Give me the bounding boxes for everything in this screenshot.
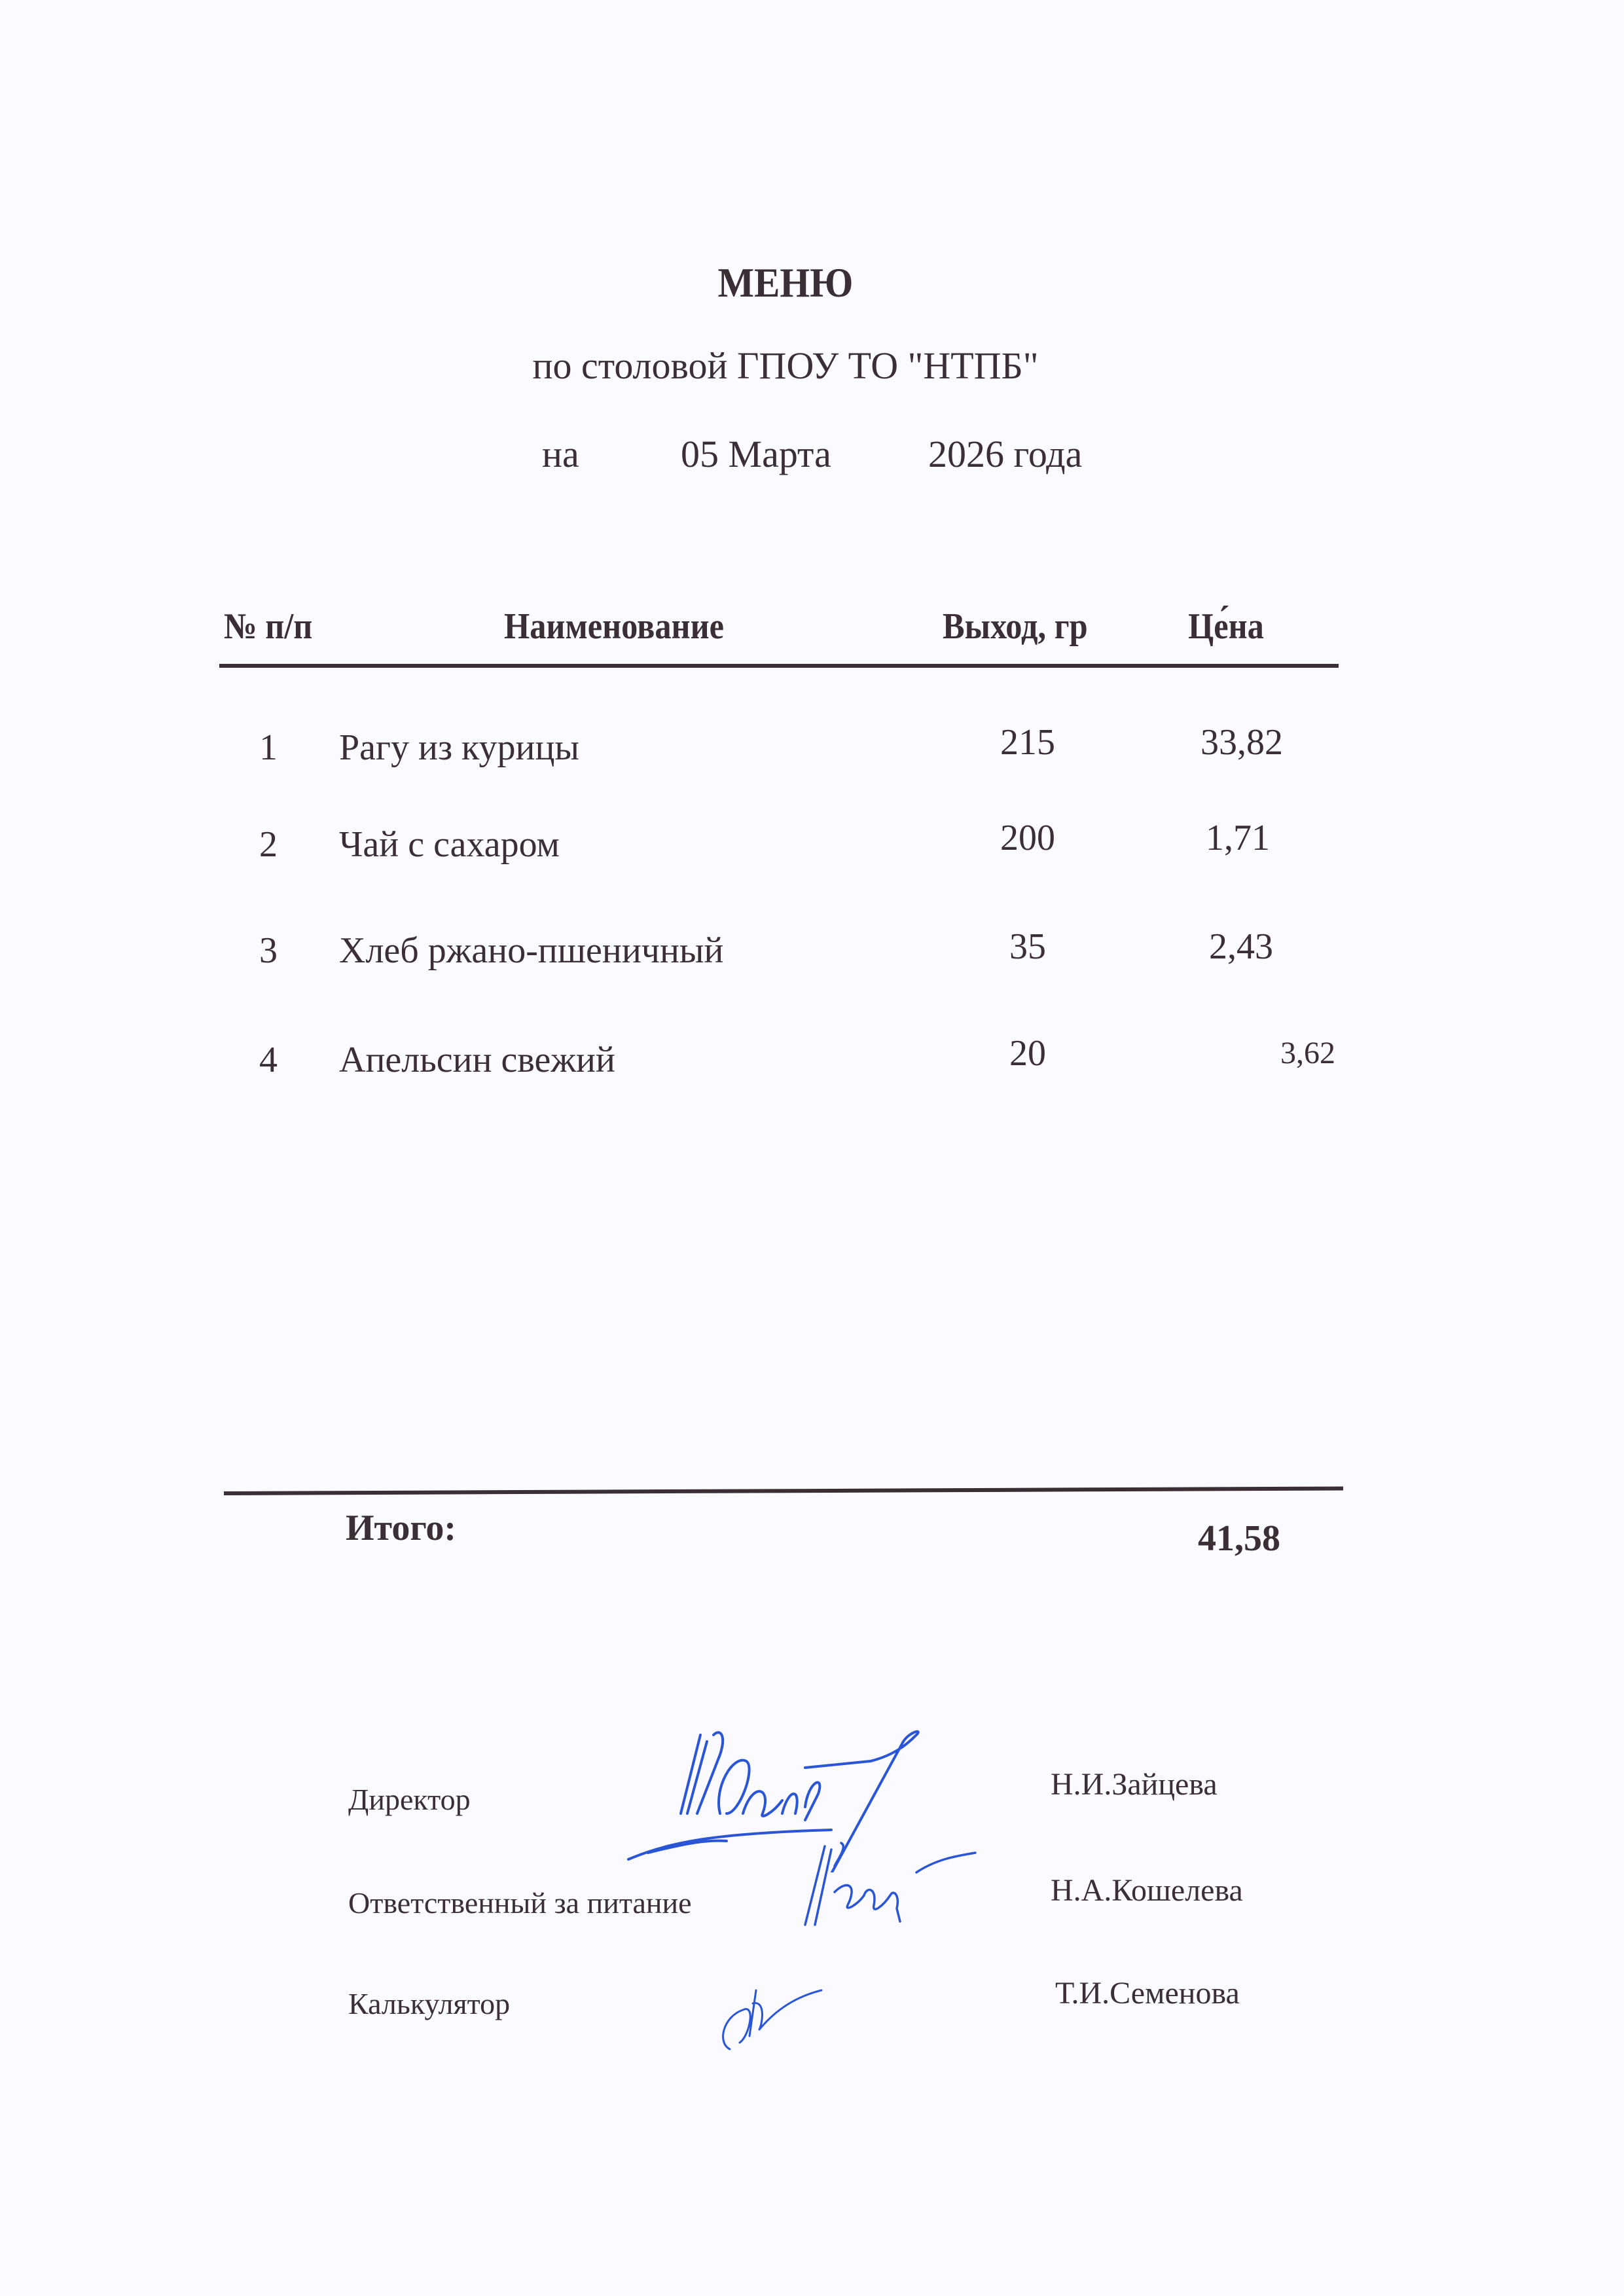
total-label: Итого: xyxy=(346,1508,457,1548)
calculator-signature-mark xyxy=(704,1964,835,2056)
row-price: 33,82 xyxy=(1200,722,1283,763)
header-number: № п/п xyxy=(224,606,313,647)
row-number: 1 xyxy=(259,727,278,768)
date-prefix: на xyxy=(542,433,579,475)
date-year: 2026 года xyxy=(928,433,1083,475)
row-name: Рагу из курицы xyxy=(339,727,580,768)
table-row xyxy=(0,818,1624,876)
row-yield: 20 xyxy=(1009,1033,1046,1074)
row-yield: 200 xyxy=(1000,818,1055,858)
header-yield: Выход, гр xyxy=(943,606,1088,647)
signature-role-nutrition: Ответственный за питание xyxy=(348,1886,692,1920)
total-divider xyxy=(224,1487,1343,1495)
signature-name-nutrition: Н.А.Кошелева xyxy=(1051,1873,1243,1908)
table-row xyxy=(0,1033,1624,1091)
row-yield: 215 xyxy=(1000,722,1055,763)
row-name: Хлеб ржано-пшеничный xyxy=(339,930,724,971)
header-name: Наименование xyxy=(504,606,724,647)
row-name: Апельсин свежий xyxy=(339,1040,615,1080)
date-day-month: 05 Марта xyxy=(681,433,831,475)
header-divider xyxy=(219,664,1339,668)
header-price: Це́на xyxy=(1188,606,1264,647)
row-price: 1,71 xyxy=(1206,818,1270,858)
signature-name-director: Н.И.Зайцева xyxy=(1051,1767,1218,1802)
row-name: Чай с сахаром xyxy=(339,824,560,865)
row-number: 2 xyxy=(259,824,278,865)
row-price: 2,43 xyxy=(1209,926,1273,967)
table-row xyxy=(0,722,1624,779)
signature-role-director: Директор xyxy=(348,1783,471,1816)
signature-role-calculator: Калькулятор xyxy=(348,1987,511,2020)
row-price: 3,62 xyxy=(1280,1036,1335,1070)
nutrition-signature-mark xyxy=(785,1833,1021,1931)
signature-name-calculator: Т.И.Семенова xyxy=(1055,1976,1240,2011)
row-yield: 35 xyxy=(1009,926,1046,967)
table-row xyxy=(0,926,1624,982)
total-value: 41,58 xyxy=(1198,1518,1280,1559)
row-number: 3 xyxy=(259,930,278,971)
document-subtitle: по столовой ГПОУ ТО "НТПБ" xyxy=(532,344,1039,387)
document-title: МЕНЮ xyxy=(717,259,854,306)
row-number: 4 xyxy=(259,1040,278,1080)
